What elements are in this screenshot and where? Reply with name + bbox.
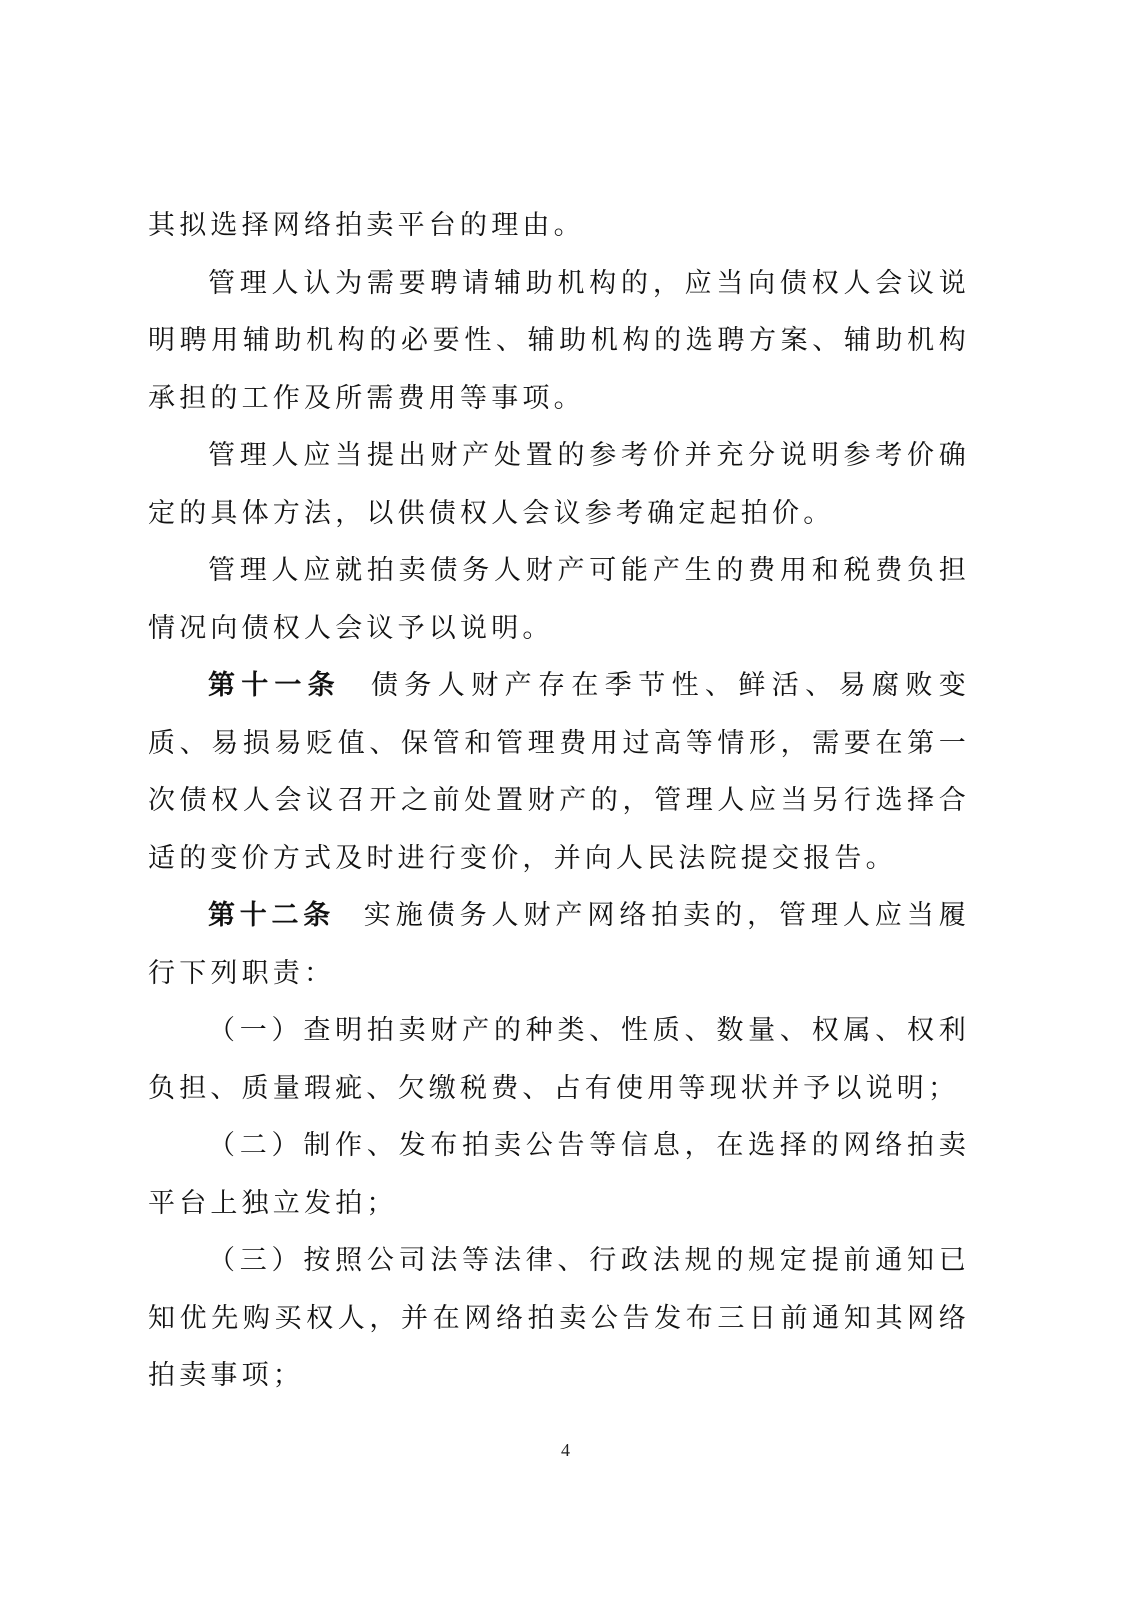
list-item-2 bbox=[148, 1117, 970, 1232]
paragraph-text: 管理人应当提出财产处置的参考价并充分说明参考价确定的具体方法，以供债权人会议参考确定起拍价。 bbox=[148, 440, 970, 529]
article-text: 债务人财产存在季节性、鲜活、易腐败变质、易损易贬值、保管和管理费用过高等情形，需要在第一次债权人会议召开之前处置财产的，管理人应当另行选择合适的变价方式及时进行变价，并向人民法院提交报告。 bbox=[148, 670, 971, 874]
article-heading: 第十一条 bbox=[208, 670, 341, 701]
paragraph-continuation bbox=[148, 197, 970, 255]
article-11 bbox=[148, 657, 970, 887]
paragraph-reference-price bbox=[148, 427, 970, 542]
list-item-1 bbox=[148, 1002, 970, 1117]
paragraph-text: 管理人应就拍卖债务人财产可能产生的费用和税费负担情况向债权人会议予以说明。 bbox=[148, 555, 970, 644]
article-heading: 第十二条 bbox=[208, 900, 335, 931]
list-item-3 bbox=[148, 1232, 970, 1405]
article-12 bbox=[148, 887, 970, 1002]
paragraph-text: 其拟选择网络拍卖平台的理由。 bbox=[148, 210, 585, 241]
list-item-text: （一）查明拍卖财产的种类、性质、数量、权属、权利负担、质量瑕疵、欠缴税费、占有使用等现状并予以说明； bbox=[148, 1015, 970, 1104]
paragraph-text: 管理人认为需要聘请辅助机构的，应当向债权人会议说明聘用辅助机构的必要性、辅助机构的选聘方案、辅助机构承担的工作及所需费用等事项。 bbox=[148, 267, 970, 414]
article-text: 实施债务人财产网络拍卖的，管理人应当履行下列职责： bbox=[148, 900, 970, 989]
page-number: 4 bbox=[561, 1440, 570, 1460]
paragraph-fees-taxes bbox=[148, 542, 970, 657]
paragraph-auxiliary-agency bbox=[148, 255, 970, 428]
document-body bbox=[148, 197, 970, 1405]
list-item-text: （二）制作、发布拍卖公告等信息，在选择的网络拍卖平台上独立发拍； bbox=[148, 1130, 970, 1219]
list-item-text: （三）按照公司法等法律、行政法规的规定提前通知已知优先购买权人，并在网络拍卖公告发布三日前通知其网络拍卖事项； bbox=[148, 1245, 970, 1391]
